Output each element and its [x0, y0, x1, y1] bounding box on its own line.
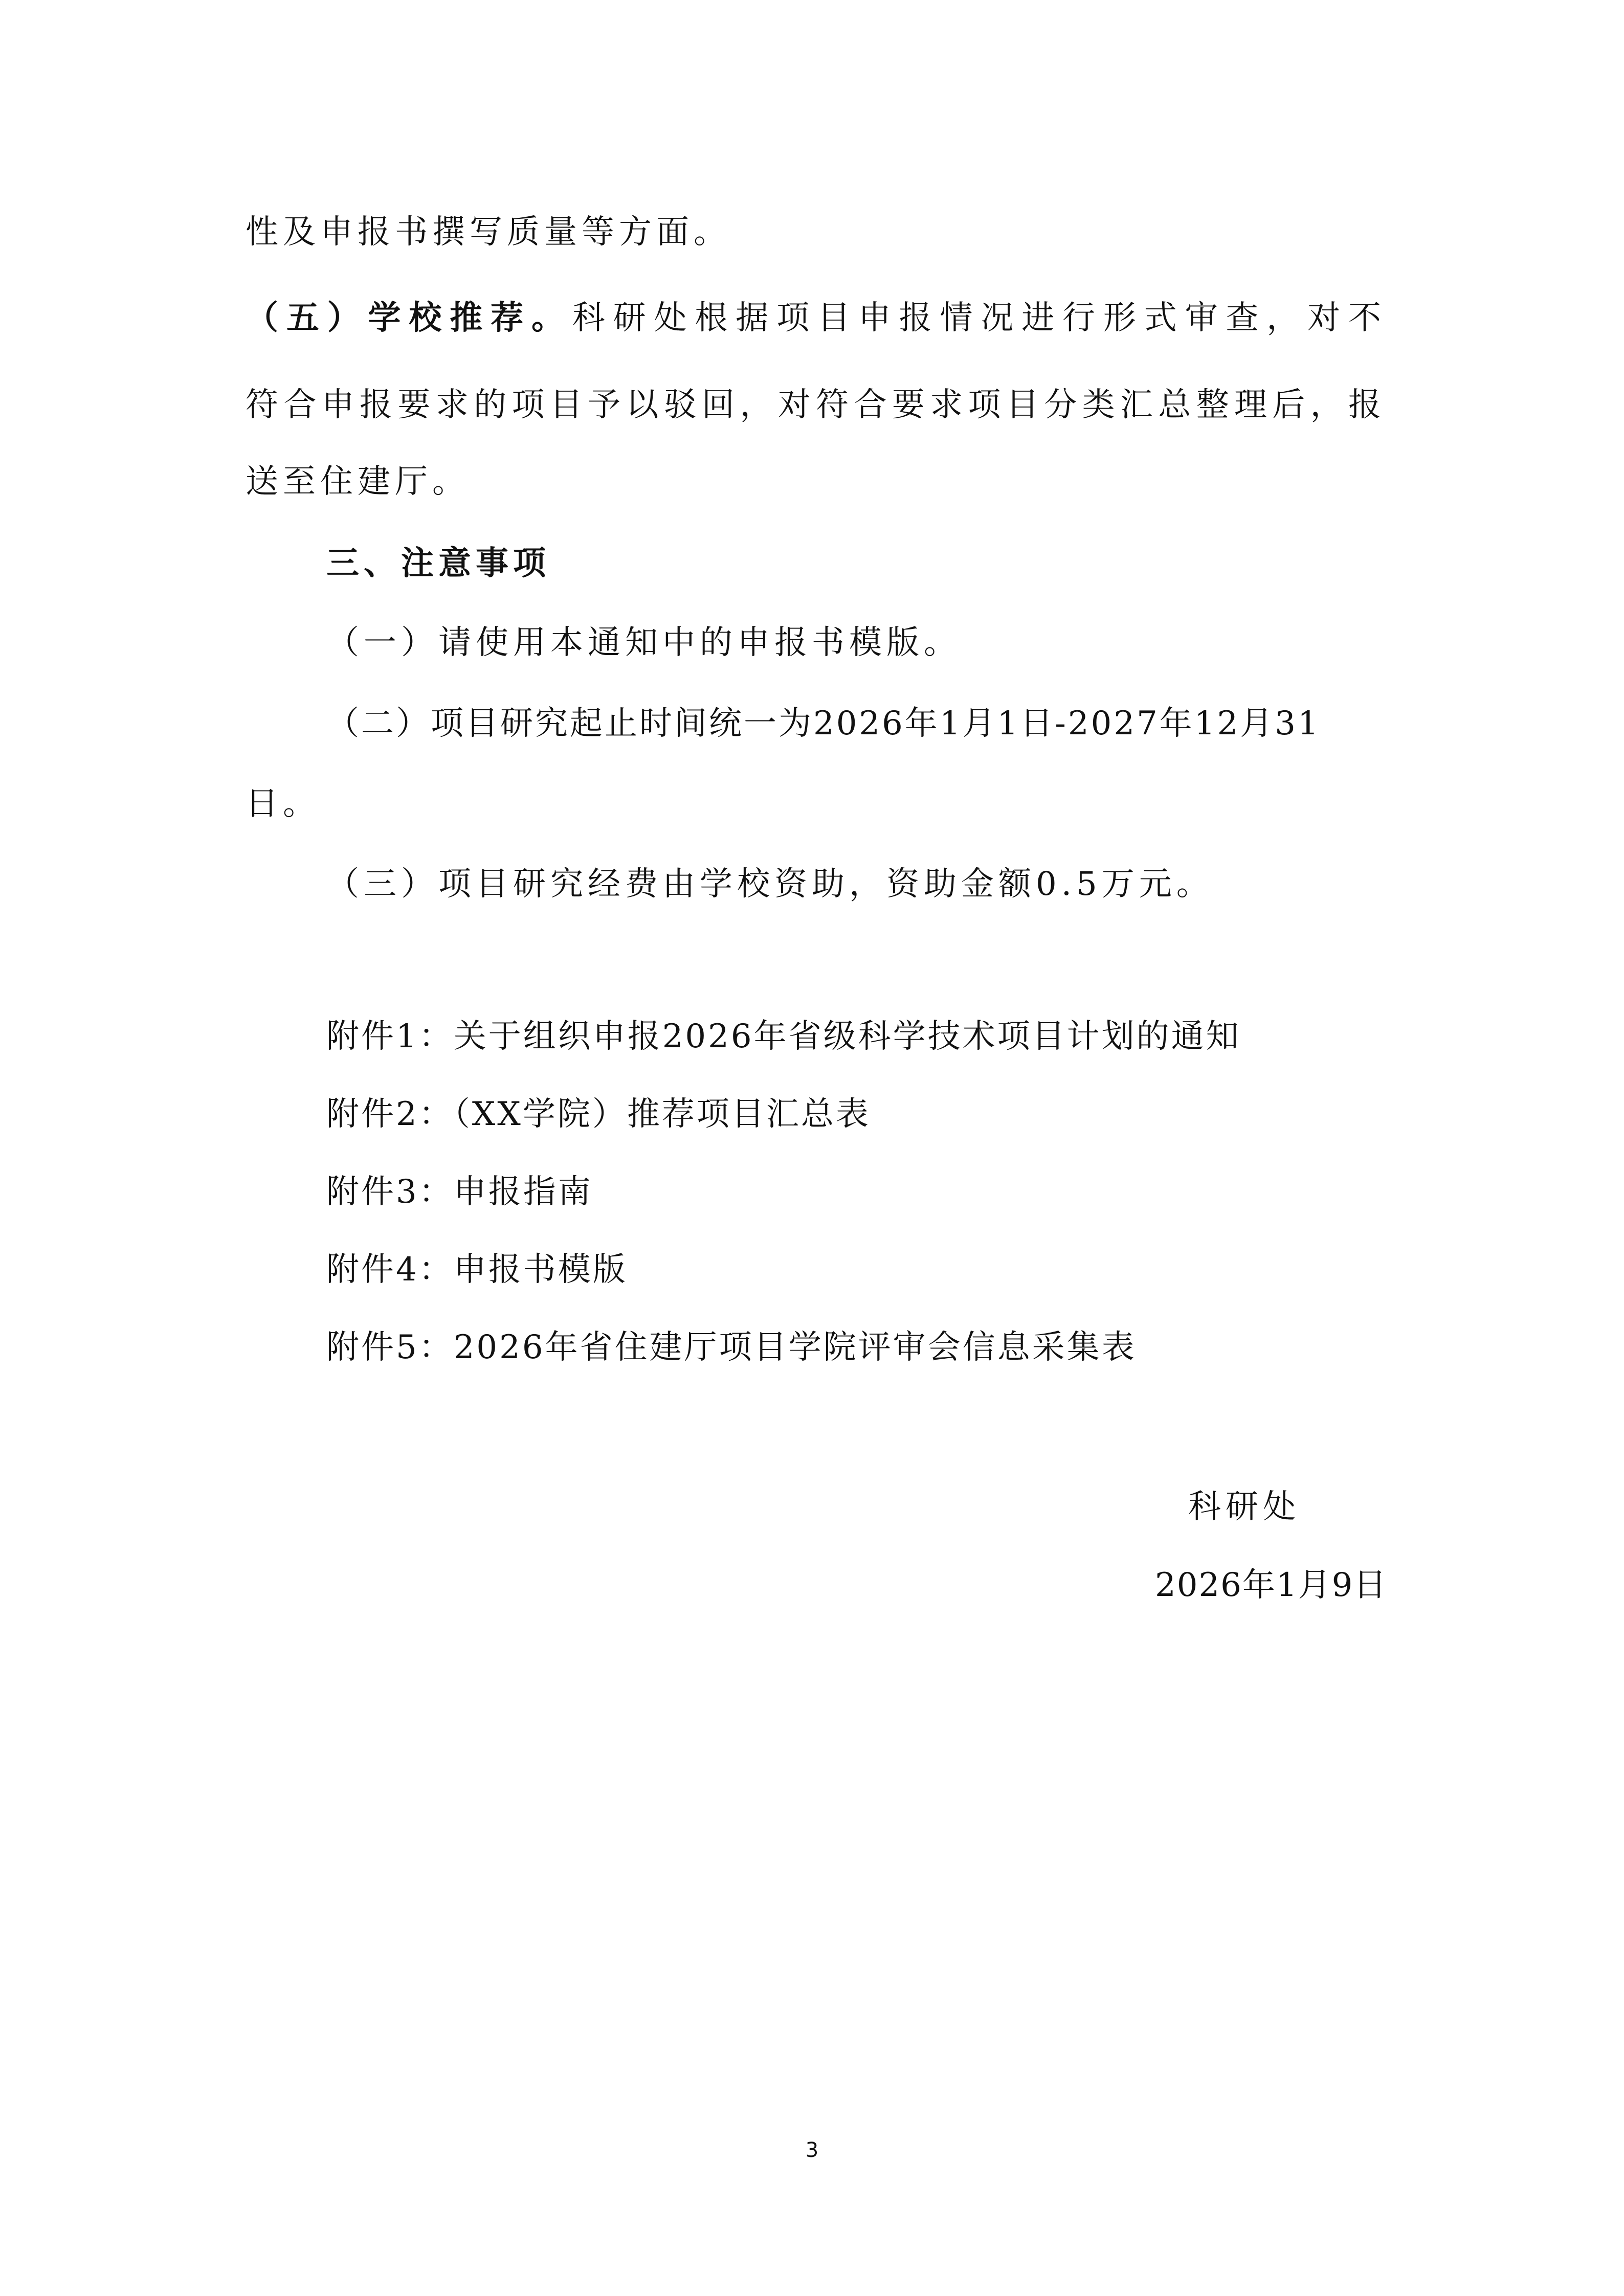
signature-date: 2026年1月9日 — [1155, 1566, 1388, 1604]
subsection-heading: （五）学校推荐。 — [246, 299, 572, 337]
paragraph-line: 性及申报书撰写质量等方面。 — [246, 213, 731, 251]
paragraph-line: 送至住建厅。 — [246, 463, 470, 501]
attachment-item: 附件2：（XX学院）推荐项目汇总表 — [326, 1095, 871, 1133]
list-item-continuation: 日。 — [246, 785, 320, 823]
attachment-item: 附件5：2026年省住建厅项目学院评审会信息采集表 — [326, 1329, 1137, 1366]
list-item: （三）项目研究经费由学校资助，资助金额0.5万元。 — [326, 865, 1214, 903]
attachment-item: 附件1：关于组织申报2026年省级科学技术项目计划的通知 — [326, 1018, 1241, 1055]
section-title: 三、注意事项 — [326, 544, 550, 582]
signature-org: 科研处 — [1188, 1488, 1300, 1526]
paragraph-text: 科研处根据项目申报情况进行形式审查，对不 — [572, 299, 1382, 337]
page-number: 3 — [805, 2139, 819, 2162]
attachment-item: 附件3：申报指南 — [326, 1173, 593, 1211]
list-item: （一）请使用本通知中的申报书模版。 — [326, 624, 961, 662]
attachment-item: 附件4：申报书模版 — [326, 1251, 628, 1289]
list-item: （二）项目研究起止时间统一为2026年1月1日-2027年12月31 — [326, 705, 1321, 742]
paragraph-line — [246, 299, 1382, 337]
paragraph-line: 符合申报要求的项目予以驳回，对符合要求项目分类汇总整理后，报 — [246, 386, 1381, 424]
